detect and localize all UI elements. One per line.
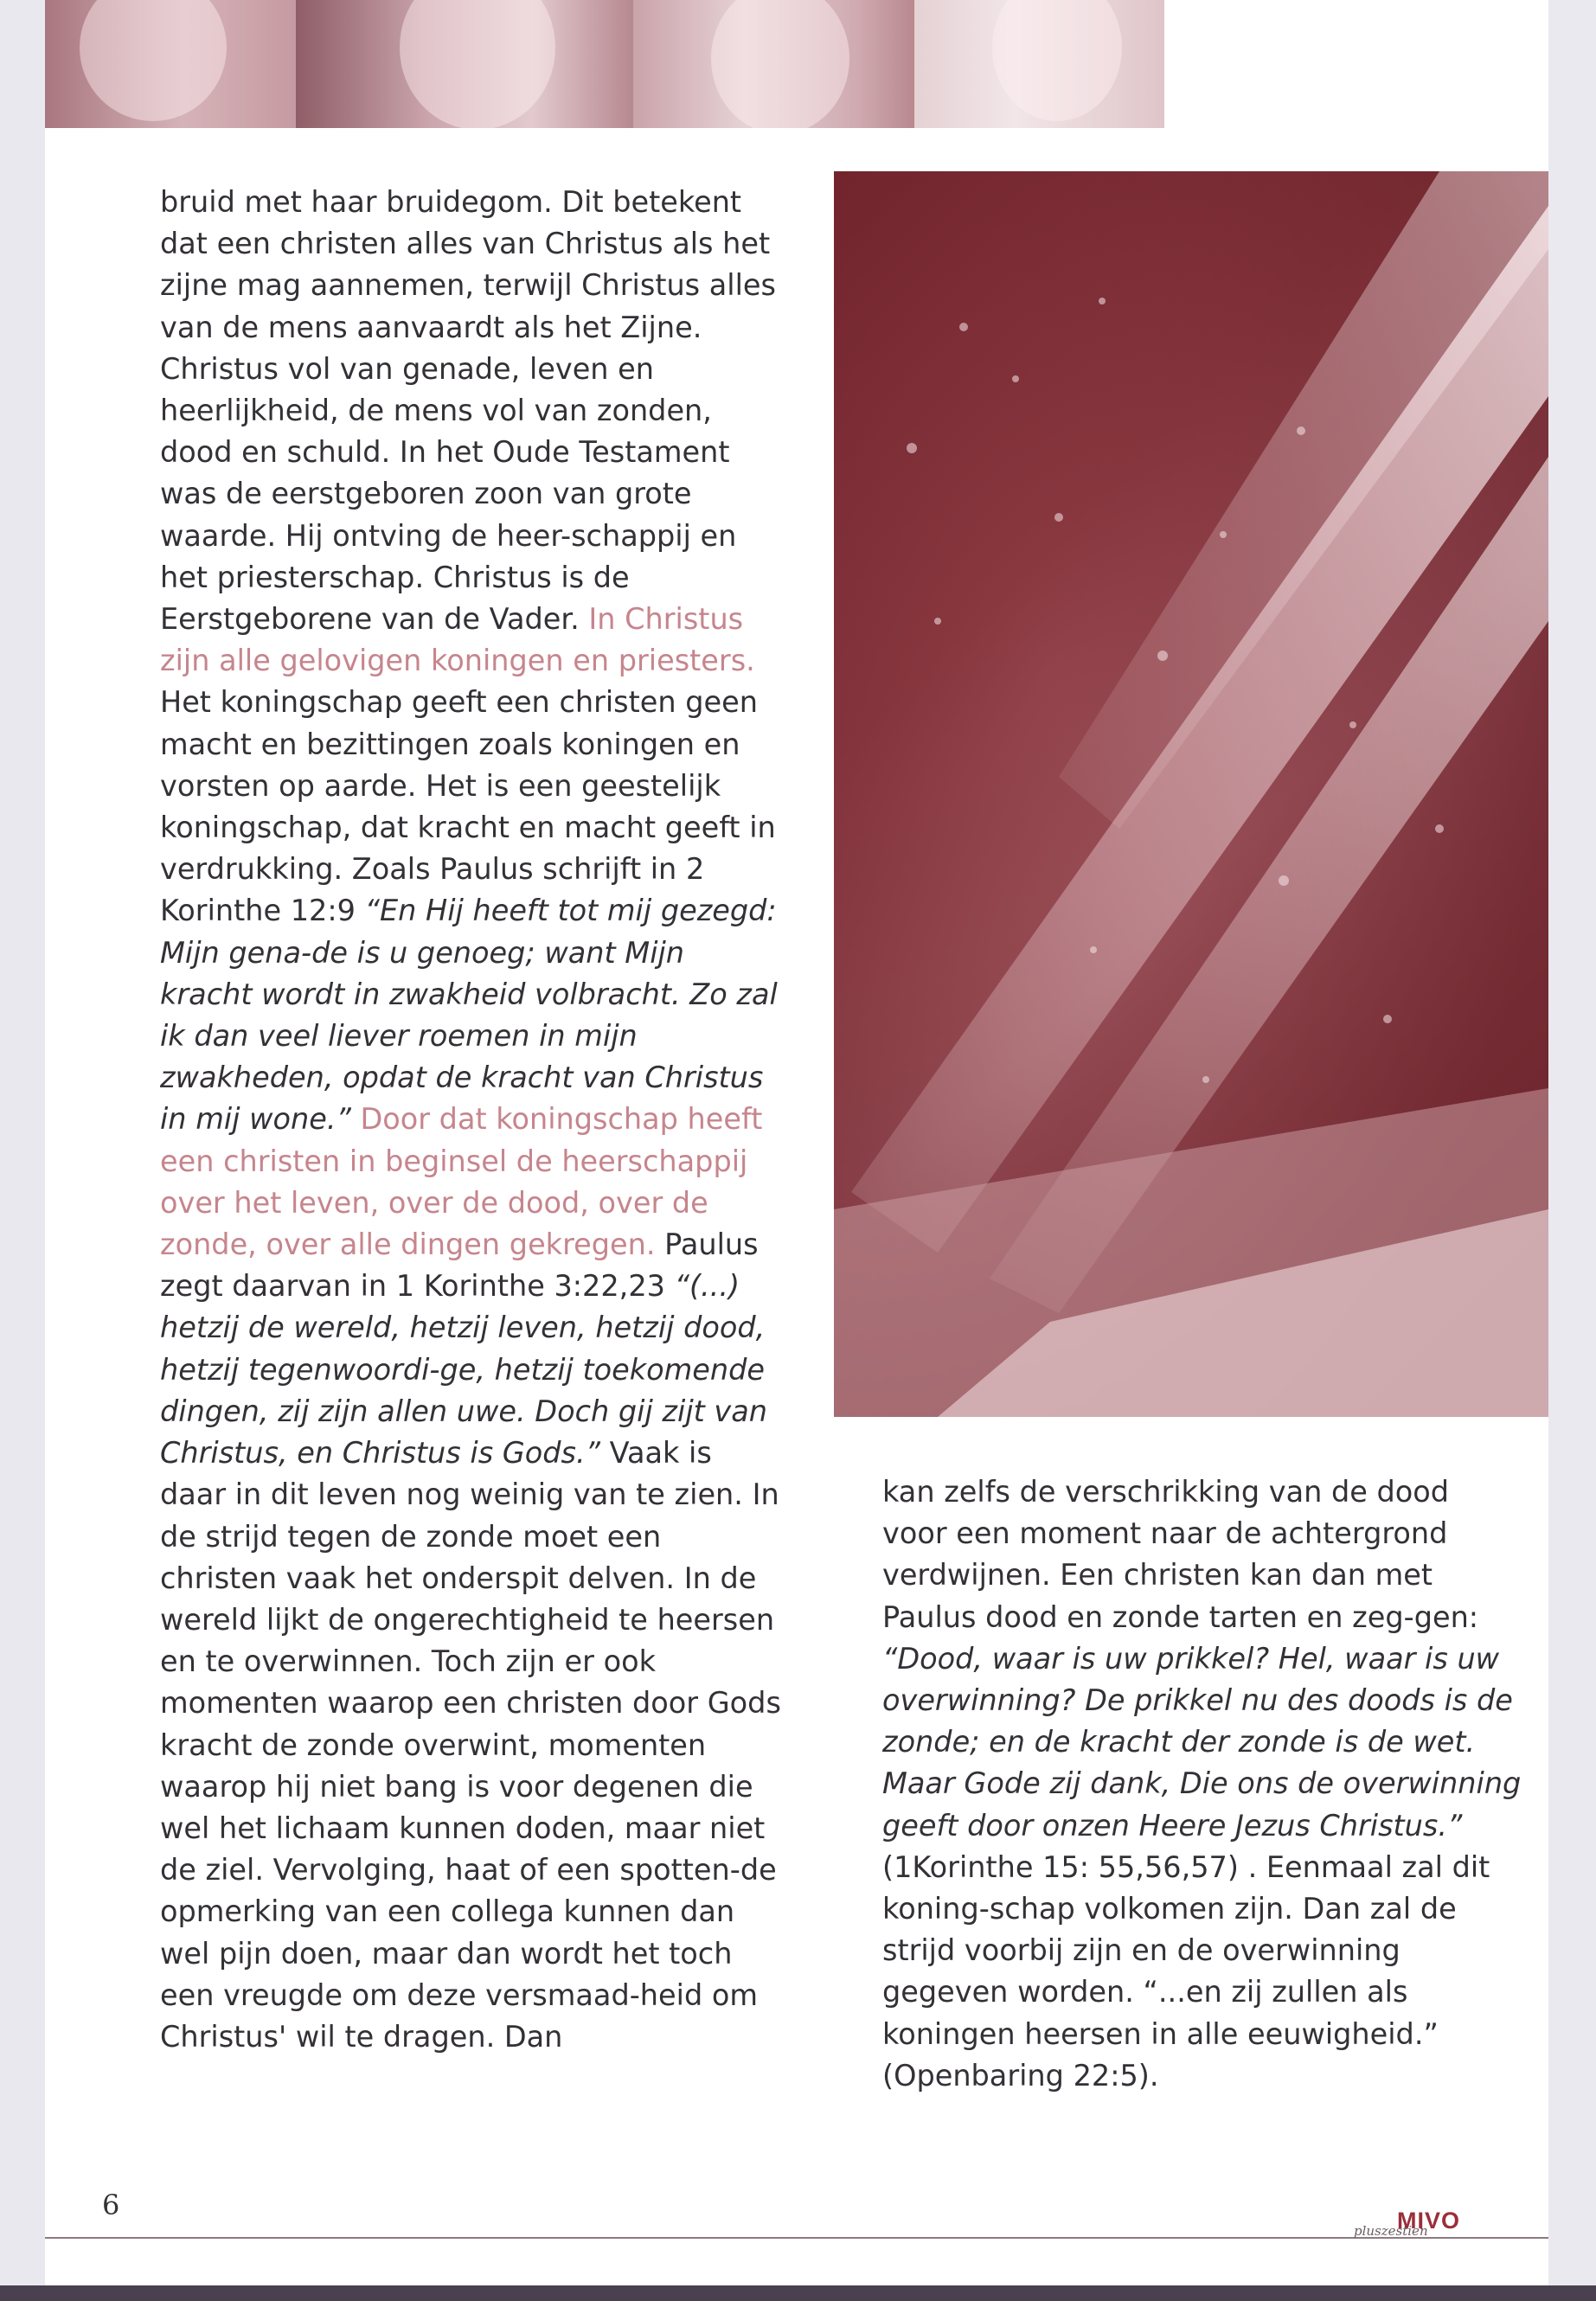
- highlight-text: In Christus zijn alle gelovigen koningen en priesters.: [160, 602, 755, 678]
- body-text: Vaak is daar in dit leven nog weinig van te zien. In de strijd tegen de zonde moet een christen vaak het onderspit delven. In de wereld lijkt de ongerechtigheid te heersen en te overwinnen. Toch zijn er ook momenten waarop een christen door Gods kracht de zonde overwint, momenten waarop hij niet bang is voor degenen die wel het lichaam kunnen doden, maar niet de ziel. Vervolging, haat of een spotten-de opmerking van een collega kunnen dan wel pijn doen, maar dan wordt het toch een vreugde om deze versmaad-heid om Christus' wil te dragen. Dan: [160, 1436, 781, 2054]
- scripture-quote: “Dood, waar is uw prikkel? Hel, waar is uw overwinning? De prikkel nu des doods is de zonde; en de kracht der zonde is de wet. Maar Gode zij dank, Die ons de overwinning geeft door onzen Heere Jezus Christus.”: [882, 1641, 1522, 1843]
- article-paragraph: [882, 1471, 1522, 2097]
- portrait-photo-1: [45, 0, 296, 128]
- body-text: Het koningschap geeft een christen geen macht en bezittingen zoals koningen en vorsten op aarde. Het is een geestelijk koningschap, dat kracht en macht geeft in verdrukking. Zoals Paulus schrijft in 2 Korinthe 12:9: [160, 685, 776, 928]
- article-paragraph: [160, 182, 783, 2058]
- page-number: 6: [102, 2189, 120, 2221]
- scan-margin-right: [1548, 0, 1596, 2301]
- scan-margin-bottom: [0, 2285, 1596, 2301]
- forest-photo: [834, 171, 1548, 1417]
- article-column-left: [160, 182, 783, 2058]
- footer-tagline: pluszestien: [1354, 2223, 1428, 2239]
- scripture-quote: “(...) hetzij de wereld, hetzij leven, hetzij dood, hetzij tegenwoordi-ge, hetzij toekomende dingen, zij zijn allen uwe. Doch gij zijt van Christus, en Christus is Gods.”: [160, 1269, 767, 1471]
- article-column-right: [882, 1471, 1522, 2097]
- forest-light-rays: [834, 171, 1548, 1417]
- footer-rule: [45, 2237, 1548, 2239]
- portrait-photo-2: [296, 0, 633, 128]
- body-text: bruid met haar bruidegom. Dit betekent dat een christen alles van Christus als het zijne mag aannemen, terwijl Christus alles van de mens aanvaardt als het Zijne. Christus vol van genade, leven en heerlijkheid, de mens vol van zonden, dood en schuld. In het Oude Testament was de eerstgeboren zoon van grote waarde. Hij ontving de heer-schappij en het priesterschap. Christus is de Eerstgeborene van de Vader.: [160, 185, 776, 637]
- body-text: kan zelfs de verschrikking van de dood voor een moment naar de achtergrond verdwijnen. Een christen kan dan met Paulus dood en zonde tarten en zeg-gen:: [882, 1475, 1479, 1634]
- highlight-text: Door dat koningschap heeft een christen in beginsel de heerschappij over het leven, over de dood, over de zonde, over alle dingen gekregen.: [160, 1102, 763, 1262]
- footer-brand: [1354, 2208, 1527, 2242]
- portrait-photo-3: [633, 0, 914, 128]
- portrait-photo-4: [914, 0, 1164, 128]
- mivo-logo: MIVO: [1397, 2208, 1461, 2234]
- header-photo-strip: [45, 0, 1164, 128]
- scan-margin-left: [0, 0, 45, 2301]
- body-text: (1Korinthe 15: 55,56,57) . Eenmaal zal dit koning-schap volkomen zijn. Dan zal de strijd voorbij zijn en de overwinning gegeven worden. “...en zij zullen als koningen heersen in alle eeuwigheid.” (Openbaring 22:5).: [882, 1849, 1490, 2093]
- scripture-quote: “En Hij heeft tot mij gezegd: Mijn gena-de is u genoeg; want Mijn kracht wordt in zwakheid volbracht. Zo zal ik dan veel liever roemen in mijn zwakheden, opdat de kracht van Christus in mij wone.”: [160, 894, 778, 1137]
- body-text: Paulus zegt daarvan in 1 Korinthe 3:22,23: [160, 1227, 759, 1304]
